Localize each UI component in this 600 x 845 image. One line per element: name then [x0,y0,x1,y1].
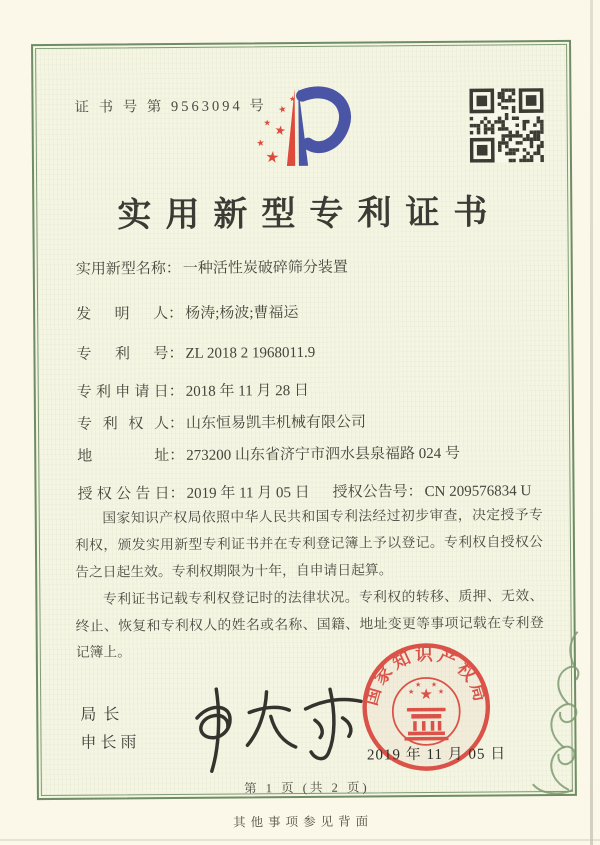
field-row-grant [77,479,547,504]
field-label: 发明人 [76,306,169,323]
field-value: 一种活性炭破碎筛分装置 [182,259,348,277]
colon: ： [407,484,423,501]
svg-text:★: ★ [264,148,281,167]
svg-text:★: ★ [419,687,433,704]
colon: ： [168,345,184,363]
qr-code [469,88,544,163]
director-name: 申长雨 [80,734,141,752]
field-pair-grant-no [332,479,531,502]
field-value: ZL 2018 2 1968011.9 [185,344,316,362]
svg-text:★: ★ [437,687,445,696]
cnipa-logo-icon [237,76,358,181]
field-row-inventor [76,301,299,324]
field-row-patent-no [76,341,315,364]
field-value: 273200 山东省济宁市泗水县泉福路 024 号 [186,445,461,464]
page-indicator: 第 1 页 (共 2 页) [244,780,370,796]
svg-text:★: ★ [263,118,271,128]
seal-date: 2019 年 11 月 05 日 [366,746,507,764]
colon: ： [169,447,185,465]
field-row-filing-date [77,379,309,402]
field-label: 地址 [77,448,170,465]
field-value: 2019 年 11 月 05 日 [186,484,310,502]
legal-paragraph-2: 专利证书记载专利权登记时的法律状况。专利权的转移、质押、无效、终止、恢复和专利权人的姓名或名称、国籍、地址变更等事项记载在专利登记簿上。 [75,587,544,661]
colon: ： [168,415,185,433]
svg-text:★: ★ [277,103,288,116]
colon: ： [168,383,184,401]
certificate-border-frame [31,40,577,800]
back-side-note: 其他事项参见背面 [233,814,374,830]
svg-text:★: ★ [273,121,288,139]
field-label: 实用新型名称 [75,261,166,278]
director-signature-icon [168,671,374,788]
field-row-address [77,442,460,466]
colon: ： [169,485,185,503]
corner-flourish-icon [488,630,581,799]
field-label: 授权公告日 [77,486,170,503]
svg-text:★: ★ [407,687,415,696]
svg-text:★: ★ [289,94,296,104]
legal-paragraph-1: 国家知识产权局依照中华人民共和国专利法经过初步审查，决定授予专利权，颁发实用新型专利证书并在专利登记簿上予以登记。专利权自授权公告之日起生效。专利权期限为十年，自申请日起算。 [74,507,544,580]
field-label: 专利号 [76,346,169,363]
svg-text:★: ★ [255,137,266,149]
field-value: 2018 年 11 月 28 日 [185,382,310,400]
certificate-title: 实用新型专利证书 [117,194,502,235]
colon: ： [168,305,184,323]
director-title: 局长 [80,706,127,724]
field-label: 专利权人 [76,416,170,433]
certificate-number: 证 书 号 第 9563094 号 [74,98,267,116]
field-row-name [76,256,348,279]
field-row-patentee [77,410,366,433]
svg-text:★: ★ [430,680,438,689]
svg-text:★: ★ [414,680,422,689]
field-label: 专利申请日 [76,384,169,401]
field-label: 授权公告号 [332,484,408,501]
field-value: 山东恒易凯丰机械有限公司 [185,414,367,432]
colon: ： [165,260,181,278]
field-value: CN 209576834 U [424,483,532,501]
field-value: 杨涛;杨波;曹福运 [185,305,299,322]
seal-arc-text: 国家知识产权局 [360,644,492,708]
